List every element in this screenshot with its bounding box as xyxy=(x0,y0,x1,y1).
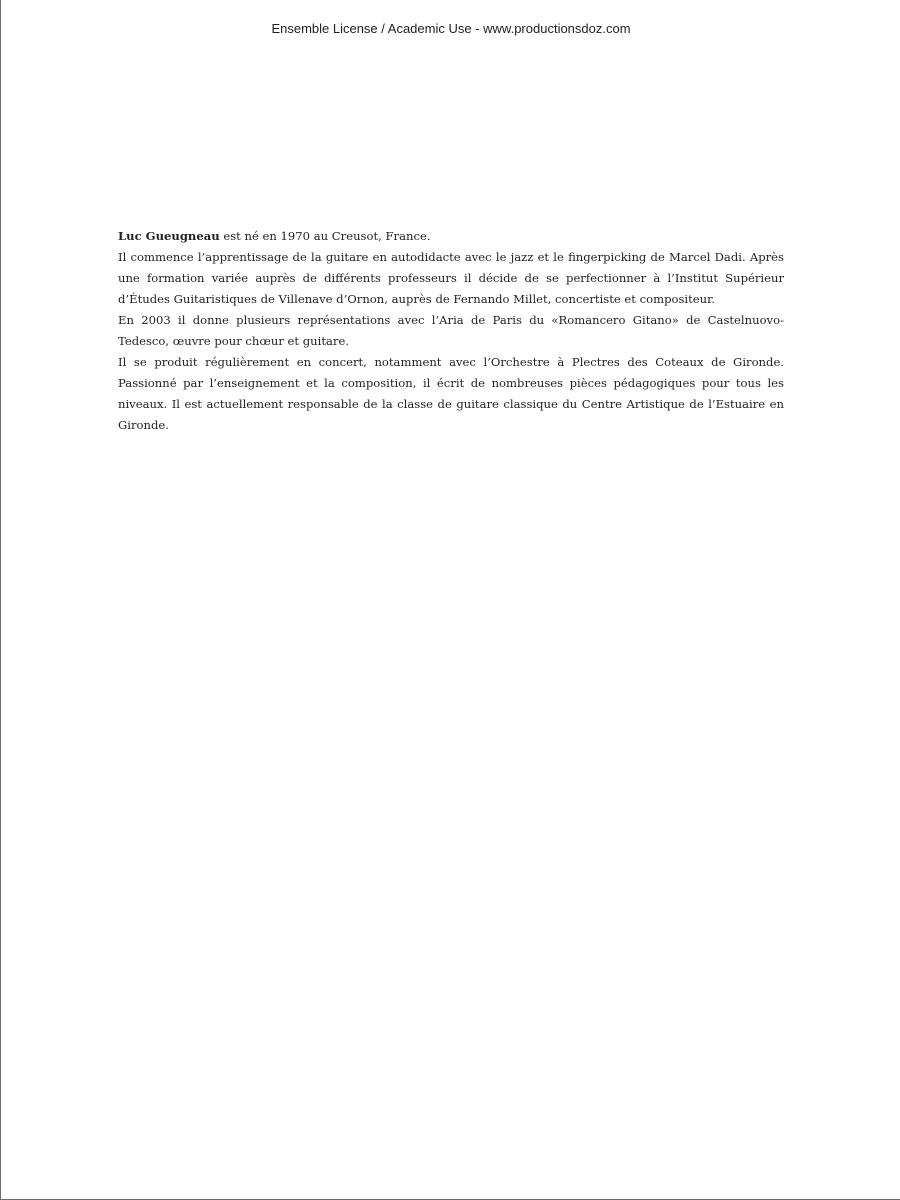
composer-name: Luc Gueugneau xyxy=(118,229,220,243)
biography-intro-text: est né en 1970 au Creusot, France. xyxy=(219,229,431,243)
biography-text xyxy=(118,226,784,436)
biography-paragraph-training: Il commence l’apprentissage de la guitare en autodidacte avec le jazz et le fingerpicking de Marcel Dadi. Après une formation variée auprès de différents professeurs il décide de se perfectionner à l’Institut Supérieur d’Études Guitaristiques de Villenave d’Ornon, auprès de Fernando Millet, concertiste et compositeur. xyxy=(118,250,784,306)
biography-intro xyxy=(118,226,784,247)
biography-paragraph-career: Il se produit régulièrement en concert, notamment avec l’Orchestre à Plectres des Coteaux de Gironde. Passionné par l’enseignement et la composition, il écrit de nombreuses pièces pédagogiques pour tous les niveaux. Il est actuellement responsable de la classe de guitare classique du Centre Artistique de l’Estuaire en Gironde. xyxy=(118,355,784,432)
biography-paragraph-performances: En 2003 il donne plusieurs représentations avec l’Aria de Paris du «Romancero Gitano» de Castelnuovo-Tedesco, œuvre pour chœur et guitare. xyxy=(118,313,784,348)
license-header: Ensemble License / Academic Use - www.productionsdoz.com xyxy=(271,21,631,36)
